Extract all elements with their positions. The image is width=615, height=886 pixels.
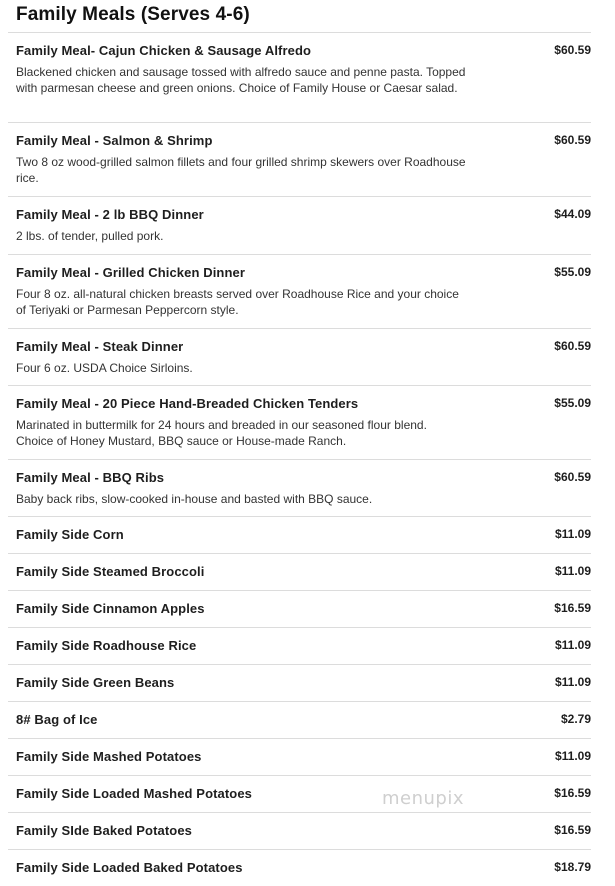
menu-item-name: Family Meal - Steak Dinner xyxy=(16,339,184,354)
menu-item xyxy=(8,849,591,886)
menu-item xyxy=(8,328,591,385)
menu-item-name: Family Side Loaded Baked Potatoes xyxy=(16,860,243,875)
menu-item xyxy=(8,738,591,775)
menu-item xyxy=(8,701,591,738)
menu-item-description: 2 lbs. of tender, pulled pork. xyxy=(16,229,164,243)
menu-item-price: $11.09 xyxy=(554,564,591,578)
menu-item xyxy=(8,664,591,701)
menu-item-name: Family Side Mashed Potatoes xyxy=(16,749,202,764)
menu-item-price: $11.09 xyxy=(554,749,591,763)
menu-item-price: $55.09 xyxy=(554,265,591,279)
menu-item-price: $11.09 xyxy=(554,527,591,541)
menu-item-price: $16.59 xyxy=(554,601,591,615)
menu-item xyxy=(8,459,591,516)
menu-item xyxy=(8,516,591,553)
menu-item-price: $55.09 xyxy=(554,396,591,410)
menu-item-price: $16.59 xyxy=(554,786,591,800)
menu-item-name: Family Side Steamed Broccoli xyxy=(16,564,205,579)
menu-item-name: Family Side Cinnamon Apples xyxy=(16,601,205,616)
menu-item xyxy=(8,32,591,122)
menu-item-name: 8# Bag of Ice xyxy=(16,712,98,727)
menu-item-description: Four 6 oz. USDA Choice Sirloins. xyxy=(16,361,193,375)
menu-item-price: $16.59 xyxy=(554,823,591,837)
menu-item xyxy=(8,553,591,590)
menu-item-name: Family Side Roadhouse Rice xyxy=(16,638,197,653)
menu-item-name: Family SIde Baked Potatoes xyxy=(16,823,192,838)
menu-item-price: $11.09 xyxy=(554,675,591,689)
menu-item-name: Family Side Green Beans xyxy=(16,675,175,690)
menu-item-price: $60.59 xyxy=(554,339,591,353)
menu-item xyxy=(8,812,591,849)
menu-item-description: Four 8 oz. all-natural chicken breasts served over Roadhouse Rice and your choice of Teriyaki or Parmesan Peppercorn style. xyxy=(16,287,459,317)
menu-list xyxy=(8,32,591,886)
menu-item xyxy=(8,590,591,627)
menu-item-name: Family Side Corn xyxy=(16,527,124,542)
menu-item-price: $11.09 xyxy=(554,638,591,652)
menu-item-description: Two 8 oz wood-grilled salmon fillets and four grilled shrimp skewers over Roadhouse rice. xyxy=(16,155,466,185)
menu-item-description: Marinated in buttermilk for 24 hours and breaded in our seasoned flour blend. Choice of Honey Mustard, BBQ sauce or House-made Ranch. xyxy=(16,418,427,448)
menu-item-name: Family Meal - BBQ Ribs xyxy=(16,470,165,485)
section-title: Family Meals (Serves 4-6) xyxy=(16,4,250,25)
menu-item-name: Family Meal - Grilled Chicken Dinner xyxy=(16,265,245,280)
menu-item-price: $60.59 xyxy=(554,470,591,484)
watermark-logo: menupix xyxy=(382,788,465,809)
menu-item-price: $18.79 xyxy=(554,860,591,874)
menu-item-name: Family Meal - 20 Piece Hand-Breaded Chicken Tenders xyxy=(16,396,359,411)
menu-item-description: Blackened chicken and sausage tossed with alfredo sauce and penne pasta. Topped with parmesan cheese and green onions. Choice of Family House or Caesar salad. xyxy=(16,65,466,95)
menu-item-name: Family Meal- Cajun Chicken & Sausage Alfredo xyxy=(16,43,312,58)
menu-item-price: $60.59 xyxy=(554,43,591,57)
menu-item-name: Family Meal - 2 lb BBQ Dinner xyxy=(16,207,204,222)
menu-item-description: Baby back ribs, slow-cooked in-house and basted with BBQ sauce. xyxy=(16,492,373,506)
menu-item-price: $2.79 xyxy=(560,712,591,726)
menu-item xyxy=(8,196,591,254)
menu-item-name: Family Side Loaded Mashed Potatoes xyxy=(16,786,253,801)
menu-item xyxy=(8,385,591,459)
menu-item xyxy=(8,254,591,328)
menu-item-price: $60.59 xyxy=(554,133,591,147)
menu-item xyxy=(8,122,591,196)
menu-item-name: Family Meal - Salmon & Shrimp xyxy=(16,133,213,148)
menu-item xyxy=(8,627,591,664)
menu-item xyxy=(8,775,591,812)
menu-item-price: $44.09 xyxy=(554,207,591,221)
